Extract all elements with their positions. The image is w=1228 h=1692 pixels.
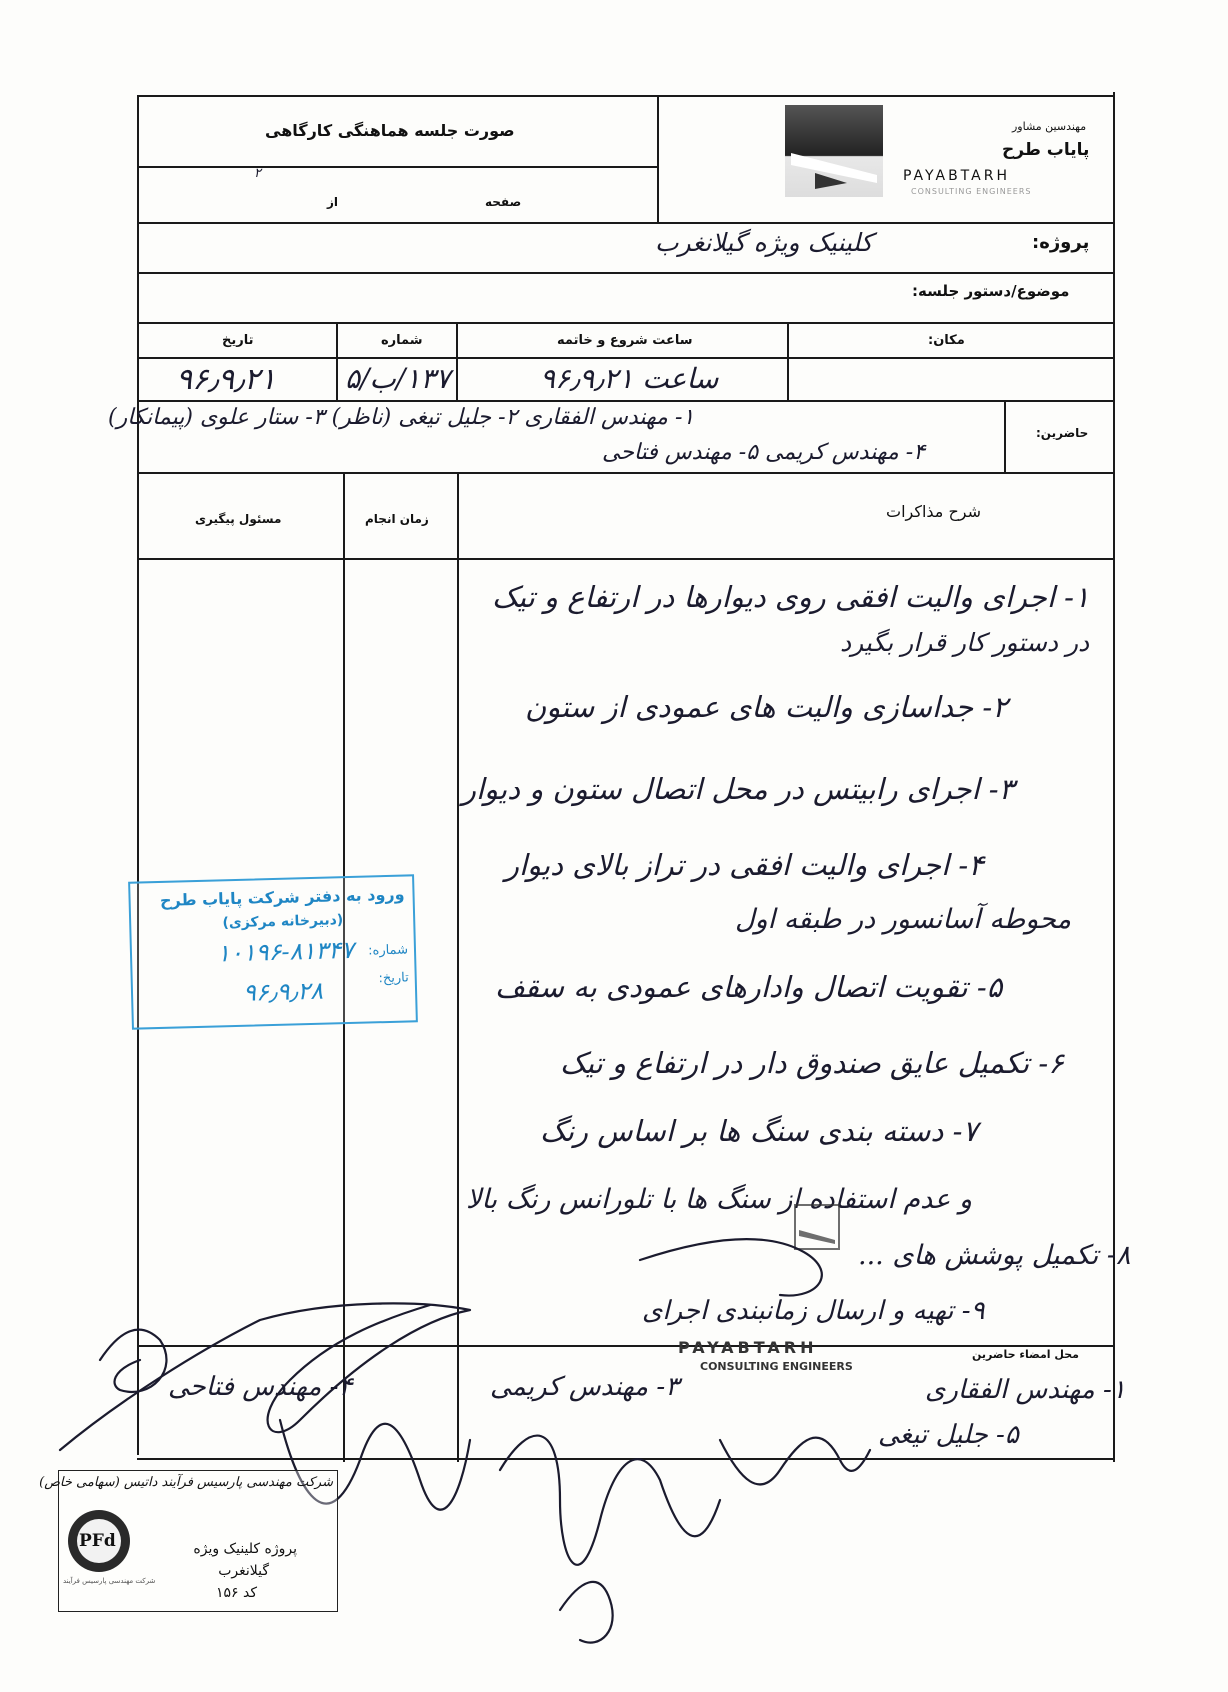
page-label: صفحه bbox=[485, 195, 522, 209]
pfd-logo-text: PFd bbox=[79, 1531, 116, 1551]
meta-value-bottom bbox=[137, 400, 1115, 402]
date-label: تاریخ bbox=[222, 333, 254, 348]
header-bottom bbox=[137, 222, 1115, 224]
header-title-divider bbox=[137, 166, 657, 168]
logo-persian-small: مهندسین مشاور bbox=[1012, 120, 1087, 133]
consultant-stamp-logo-icon bbox=[755, 1200, 875, 1330]
contractor-project: پروژه کلینیک ویژه bbox=[193, 1541, 297, 1557]
table-col-2 bbox=[457, 472, 459, 1462]
number-value: ۱۳۷/ب/۵ bbox=[345, 362, 451, 395]
meta-div-1 bbox=[336, 322, 338, 400]
frame-bottom bbox=[137, 1458, 1115, 1460]
signature-line-2: ۵- جلیل تیغی bbox=[878, 1420, 1019, 1450]
meta-div-3 bbox=[787, 322, 789, 400]
signature-line-3: ۳- مهندس کریمی bbox=[490, 1372, 680, 1402]
received-stamp-date-label: تاریخ: bbox=[378, 970, 409, 987]
consultant-stamp bbox=[755, 1200, 875, 1330]
item-4: ۴- اجرای والیت افقی در تراز بالای دیوار bbox=[505, 848, 984, 882]
signatures-label: محل امضاء حاضرین bbox=[972, 1348, 1079, 1361]
received-stamp-number: ۱۰۱۹۶-۸۱۳۴۷ bbox=[216, 935, 355, 968]
attendees-bottom bbox=[137, 472, 1115, 474]
received-stamp-title: ورود به دفتر شرکت پایاب طرح bbox=[159, 884, 405, 910]
contractor-stamp bbox=[39, 1470, 338, 1612]
signature-scribble-4 bbox=[500, 1436, 720, 1565]
meta-header-bottom bbox=[137, 357, 1115, 359]
contractor-code: کد ۱۵۶ bbox=[215, 1585, 257, 1601]
form-title: صورت جلسه هماهنگی کارگاهی bbox=[265, 121, 515, 140]
contractor-city: گیلانغرب bbox=[218, 1563, 269, 1579]
item-1: ۱- اجرای والیت افقی روی دیوارها در ارتفاع و تیک bbox=[492, 580, 1090, 614]
item-2: ۲- جداسازی والیت های عمودی از ستون bbox=[525, 690, 1008, 724]
signature-line-4: ۴- مهندس فتاحی bbox=[168, 1372, 353, 1402]
contractor-logo bbox=[65, 1507, 133, 1575]
signature-scribble-2 bbox=[100, 1330, 166, 1392]
item-7: ۷- دسته بندی سنگ ها بر اساس رنگ bbox=[540, 1114, 978, 1148]
item-3: ۳- اجرای رابیتس در محل اتصال ستون و دیوار bbox=[462, 772, 1015, 806]
item-5: ۵- تقویت اتصال وادارهای عمودی به سقف bbox=[495, 970, 1003, 1004]
payabtarh-logo bbox=[785, 105, 883, 197]
received-stamp bbox=[128, 874, 418, 1029]
frame-top bbox=[137, 95, 1115, 97]
received-stamp-date: ۹۶٫۹٫۲۸ bbox=[242, 976, 324, 1007]
consultant-stamp-sub: CONSULTING ENGINEERS bbox=[700, 1360, 853, 1373]
date-value: ۹۶٫۹٫۲۱ bbox=[176, 362, 277, 397]
consultant-stamp-latin: PAYABTARH bbox=[678, 1338, 818, 1357]
item-7-cont: و عدم استفاده از سنگ ها با تلورانس رنگ بالا bbox=[466, 1184, 973, 1215]
signature-line-1: ۱- مهندس الفقاری bbox=[925, 1375, 1126, 1405]
item-6: ۶- تکمیل عایق صندوق دار در ارتفاع و تیک bbox=[560, 1046, 1064, 1080]
frame-left bbox=[137, 95, 139, 1455]
col-responsible-label: مسئول پیگیری bbox=[195, 512, 282, 526]
signature-scribble-5 bbox=[720, 1438, 870, 1485]
col-time-label: زمان انجام bbox=[365, 512, 429, 526]
project-bottom bbox=[137, 272, 1115, 274]
logo-mark-icon bbox=[785, 105, 883, 197]
subject-bottom bbox=[137, 322, 1115, 324]
contractor-footer: شرکت مهندسی پارسیس فرآیند bbox=[63, 1577, 156, 1585]
item-4-cont: محوطه آسانسور در طبقه اول bbox=[735, 904, 1072, 935]
of-label: از bbox=[327, 195, 339, 209]
table-head-bottom bbox=[137, 558, 1115, 560]
time-label: ساعت شروع و خاتمه bbox=[557, 333, 693, 348]
project-label: پروژه: bbox=[1032, 232, 1090, 253]
received-stamp-number-label: شماره: bbox=[367, 942, 409, 959]
number-label: شماره bbox=[381, 333, 423, 348]
project-value: کلینیک ویژه گیلانغرب bbox=[655, 228, 873, 257]
attendees-line-2: ۴- مهندس کریمی ۵- مهندس فتاحی bbox=[602, 440, 926, 465]
header-divider-v bbox=[657, 95, 659, 223]
attendees-line-1: ۱- مهندس الفقاری ۲- جلیل تیغی (ناظر) ۳- ستار علوی (پیمانکار) bbox=[108, 405, 695, 430]
page-number: ۲ bbox=[254, 166, 261, 181]
logo-persian-name: پایاب طرح bbox=[1002, 140, 1090, 160]
contractor-company: شرکت مهندسی پارسیس فرآیند داتیس (سهامی خاص) bbox=[39, 1475, 333, 1490]
signature-top bbox=[137, 1345, 1115, 1347]
signature-scribble-6 bbox=[560, 1582, 613, 1643]
logo-latin-name: PAYABTARH bbox=[903, 168, 1010, 184]
attendees-divider-v bbox=[1004, 400, 1006, 472]
meta-div-2 bbox=[456, 322, 458, 400]
received-stamp-subtitle: (دبیرخانه مرکزی) bbox=[222, 912, 344, 932]
logo-latin-sub: CONSULTING ENGINEERS bbox=[911, 187, 1032, 196]
place-label: مکان: bbox=[928, 333, 965, 348]
item-8: ۸- تکمیل پوشش های ... bbox=[858, 1240, 1131, 1271]
attendees-label: حاضرین: bbox=[1036, 426, 1089, 440]
time-value: ساعت ۹۶٫۹٫۲۱ bbox=[540, 362, 719, 395]
item-1-cont: در دستور کار قرار بگیرد bbox=[840, 628, 1090, 657]
subject-label: موضوع/دستور جلسه: bbox=[912, 282, 1070, 300]
item-9: ۹- تهیه و ارسال زمانبندی اجرای bbox=[642, 1296, 985, 1326]
col-discussion-label: شرح مذاکرات bbox=[886, 502, 982, 521]
